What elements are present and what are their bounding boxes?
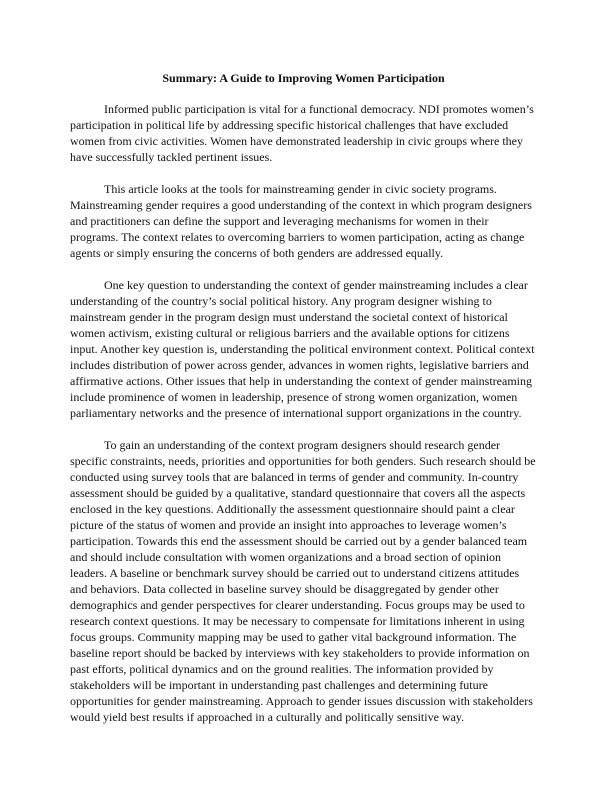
document-title: Summary: A Guide to Improving Women Participation [162, 71, 445, 85]
paragraph-4: To gain an understanding of the context program designers should research gender specific constraints, needs, priorities and opportunities for both genders. Such research should be conducted using survey tools that are balanced in terms of gender and community. In-country assessment should be guided by a qualitative, standard questionnaire that covers all the aspects enclosed in the key questions. Additionally the assessment questionnaire should paint a clear picture of the status of women and provide an insight into approaches to leverage women’s participation. Towards this end the assessment should be carried out by a gender balanced team and should include consultation with women organizations and a broad section of opinion leaders. A baseline or benchmark survey should be carried out to understand citizens attitudes and behaviors. Data collected in baseline survey should be disaggregated by gender other demographics and gender perspectives for clearer understanding. Focus groups may be used to research context questions. It may be necessary to compensate for limitations inherent in using focus groups. Community mapping may be used to gather vital background information. The baseline report should be backed by interviews with key stakeholders to provide information on past efforts, political dynamics and on the ground realities. The information provided by stakeholders will be important in understanding past challenges and determining future opportunities for gender mainstreaming. Approach to gender issues discussion with stakeholders would yield best results if approached in a culturally and politically sensitive way. [70, 438, 536, 724]
paragraph-2: This article looks at the tools for mainstreaming gender in civic society programs. Mainstreaming gender requires a good understanding of the context in which program designers and practitioners can define the support and leveraging mechanisms for women in their programs. The context relates to overcoming barriers to women participation, acting as change agents or simply ensuring the concerns of both genders are addressed equally. [70, 182, 532, 260]
paragraph-1: Informed public participation is vital for a functional democracy. NDI promotes women’s participation in political life by addressing specific historical challenges that have excluded women from civic activities. Women have demonstrated leadership in civic groups where they have successfully tackled pertinent issues. [70, 102, 534, 164]
paragraph-3: One key question to understanding the context of gender mainstreaming includes a clear understanding of the country’s social political history. Any program designer wishing to mainstream gender in the program design must understand the societal context of historical women activism, existing cultural or religious barriers and the available options for citizens input. Another key question is, understanding the political environment context. Political context includes distribution of power across gender, advances in women rights, legislative barriers and affirmative actions. Other issues that help in understanding the context of gender mainstreaming include prominence of women in leadership, presence of strong women organization, women parliamentary networks and the presence of international support organizations in the country. [70, 278, 535, 420]
